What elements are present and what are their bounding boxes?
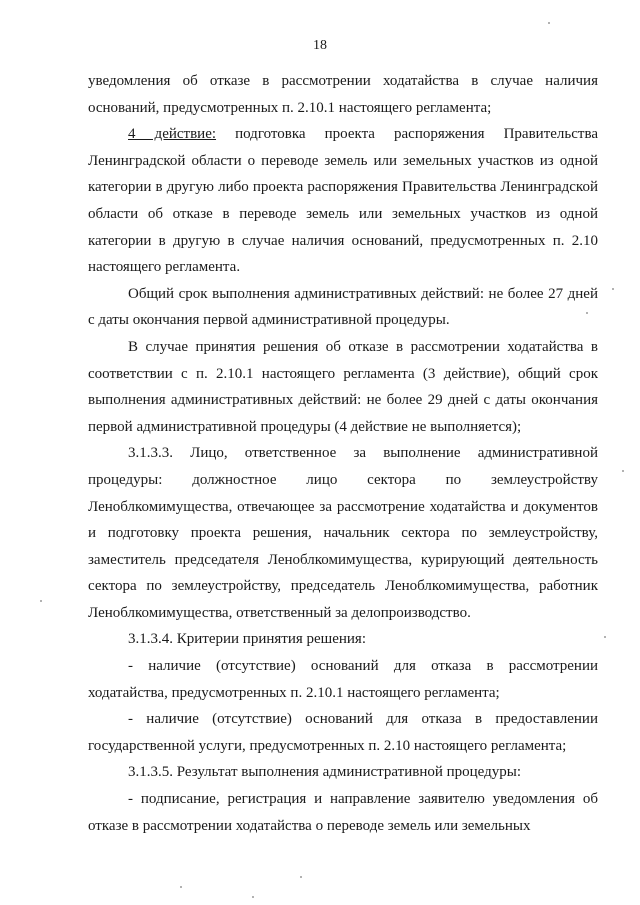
scan-speck bbox=[180, 886, 182, 888]
action-4-label: 4 действие: bbox=[128, 126, 217, 143]
paragraph-responsible-person: 3.1.3.3. Лицо, ответственное за выполнение административной процедуры: должностное лицо сектора по землеустройству Леноблкомимущества, отвечающее за рассмотрение ходатайства и документов и подготовку проекта решения, начальник сектора по землеустройству, заместитель председателя Леноблкомимущества, курирующий деятельность сектора по землеустройству, председатель Леноблкомимущества, работник Леноблкомимущества, ответственный за делопроизводство. bbox=[88, 445, 598, 621]
scan-speck bbox=[612, 288, 614, 290]
paragraph-decision-criteria: 3.1.3.4. Критерии принятия решения: bbox=[128, 631, 367, 648]
action-4-text: подготовка проекта распоряжения Правительства Ленинградской области о переводе земель или земельных участков из одной категории в другую либо проекта распоряжения Правительства Ленинградской области об отказе в переводе земель или земельных участков из одной категории в другую в случае наличия оснований, предусмотренных п. 2.10 настоящего регламента. bbox=[88, 126, 598, 276]
scan-speck bbox=[548, 22, 550, 24]
paragraph-criterion-1: - наличие (отсутствие) оснований для отказа в рассмотрении ходатайства, предусмотренных п. 2.10.1 настоящего регламента; bbox=[88, 658, 598, 701]
paragraph-criterion-2: - наличие (отсутствие) оснований для отказа в предоставлении государственной услуги, предусмотренных п. 2.10 настоящего регламента; bbox=[88, 711, 598, 754]
scan-speck bbox=[586, 312, 588, 314]
page-number: 18 bbox=[313, 38, 327, 53]
scan-speck bbox=[604, 636, 606, 638]
document-body bbox=[88, 68, 598, 839]
scan-speck bbox=[300, 876, 302, 878]
scan-speck bbox=[252, 896, 254, 898]
paragraph-result-item: - подписание, регистрация и направление заявителю уведомления об отказе в рассмотрении ходатайства о переводе земель или земельных bbox=[88, 791, 598, 834]
paragraph-action-4 bbox=[88, 121, 598, 281]
scan-speck bbox=[40, 600, 42, 602]
paragraph-result-heading: 3.1.3.5. Результат выполнения административной процедуры: bbox=[128, 764, 522, 781]
scan-speck bbox=[622, 470, 624, 472]
paragraph-refusal-term: В случае принятия решения об отказе в рассмотрении ходатайства в соответствии с п. 2.10.1 настоящего регламента (3 действие), общий срок выполнения административных действий: не более 29 дней с даты окончания первой административной процедуры (4 действие не выполняется); bbox=[88, 338, 598, 435]
paragraph-notice-continuation: уведомления об отказе в рассмотрении ходатайства в случае наличия оснований, предусмотренных п. 2.10.1 настоящего регламента; bbox=[88, 73, 598, 116]
paragraph-total-term: Общий срок выполнения административных действий: не более 27 дней с даты окончания первой административной процедуры. bbox=[88, 285, 598, 329]
